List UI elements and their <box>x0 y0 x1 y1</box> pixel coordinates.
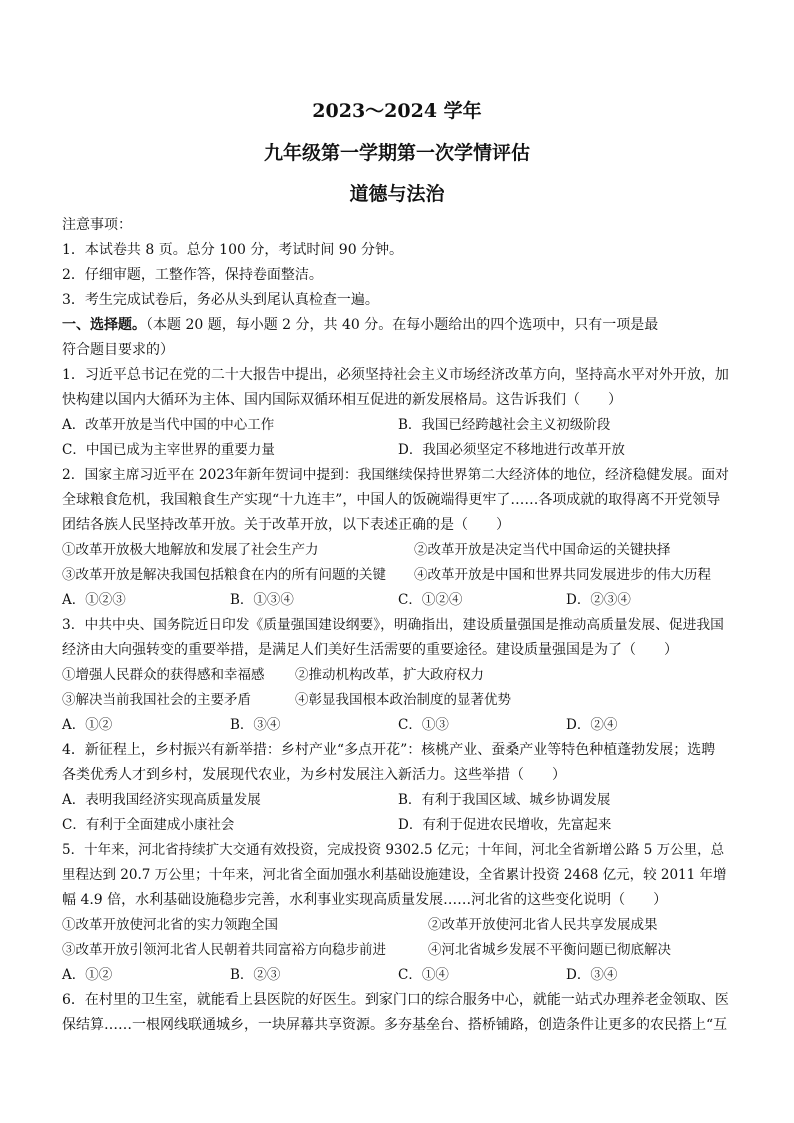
statement: ③解决当前我国社会的主要矛盾 <box>62 692 251 708</box>
option-d: D．②③④ <box>566 592 631 608</box>
option-b: B．①③④ <box>230 592 294 608</box>
statement: ④改革开放是中国和世界共同发展进步的伟大历程 <box>414 567 711 583</box>
section-title: 一、选择题。 <box>62 317 146 333</box>
option-d: D．我国必须坚定不移地进行改革开放 <box>398 442 625 458</box>
option-b: B．我国已经跨越社会主义初级阶段 <box>398 417 611 433</box>
option-a: A．①②③ <box>62 592 126 608</box>
question-text: 2．国家主席习近平在 2023年新年贺词中提到：我国继续保持世界第二大经济体的地位，经济稳健发展。面对 <box>62 467 729 483</box>
option-c: C．中国已成为主宰世界的重要力量 <box>62 442 275 458</box>
section-heading <box>62 316 734 334</box>
option-a: A．表明我国经济实现高质量发展 <box>62 792 261 808</box>
question-text: 各类优秀人才到乡村，发展现代农业，为乡村发展注入新活力。这些举措（ ） <box>62 767 566 783</box>
question-text: 4．新征程上，乡村振兴有新举措：乡村产业“多点开花”：核桃产业、蚕桑产业等特色种植蓬勃发展；选聘 <box>62 742 716 758</box>
option-c: C．①③ <box>398 717 449 733</box>
question-text: 保结算……一根网线联通城乡，一块屏幕共享资源。多夯基垒台、搭桥铺路，创造条件让更多的农民搭上“互 <box>62 1017 728 1033</box>
statement: ①改革开放极大地解放和发展了社会生产力 <box>62 542 319 558</box>
option-d: D．②④ <box>566 717 618 733</box>
subject-title: 道德与法治 <box>349 183 445 205</box>
question-text: 幅 4.9 倍，水利基础设施稳步完善，水利事业实现高质量发展……河北省的这些变化说明（ ） <box>62 892 668 908</box>
option-b: B．有利于我国区域、城乡协调发展 <box>398 792 611 808</box>
statement: ②推动机构改革，扩大政府权力 <box>295 667 484 683</box>
school-year-title: 2023～2024 学年 <box>312 100 482 122</box>
note-item: 2．仔细审题，工整作答，保持卷面整洁。 <box>62 267 323 283</box>
option-b: B．②③ <box>230 967 281 983</box>
option-d: D．③④ <box>566 967 618 983</box>
statement: ③改革开放引领河北省人民朝着共同富裕方向稳步前进 <box>62 942 386 958</box>
statement: ①改革开放使河北省的实力领跑全国 <box>62 917 278 933</box>
question-text: 里程达到 20.7 万公里；十年来，河北省全面加强水利基础设施建设，全省累计投资 2468 亿元，较 2011 年增 <box>62 867 727 883</box>
option-a: A．①② <box>62 967 113 983</box>
option-b: B．③④ <box>230 717 281 733</box>
option-c: C．①②④ <box>398 592 463 608</box>
question-text: 团结各族人民坚持改革开放。关于改革开放，以下表述正确的是（ ） <box>62 517 510 533</box>
notes-heading: 注意事项： <box>62 217 132 233</box>
exam-title: 九年级第一学期第一次学情评估 <box>263 142 530 164</box>
statement: ②改革开放使河北省人民共享发展成果 <box>428 917 658 933</box>
note-item: 1．本试卷共 8 页。总分 100 分，考试时间 90 分钟。 <box>62 242 404 258</box>
question-text: 6．在村里的卫生室，就能看上县医院的好医生。到家门口的综合服务中心，就能一站式办理养老金领取、医 <box>62 992 729 1008</box>
option-c: C．有利于全面建成小康社会 <box>62 817 235 833</box>
question-text: 全球粮食危机，我国粮食生产实现“十九连丰”，中国人的饭碗端得更牢了……各项成就的取得离不开党领导 <box>62 492 721 508</box>
question-text: 5．十年来，河北省持续扩大交通有效投资，完成投资 9302.5 亿元；十年间，河北全省新增公路 5 万公里，总 <box>62 842 725 858</box>
question-text: 快构建以国内大循环为主体、国内国际双循环相互促进的新发展格局。这告诉我们（ ） <box>62 392 622 408</box>
option-d: D．有利于促进农民增收，先富起来 <box>398 817 612 833</box>
statement: ②改革开放是决定当代中国命运的关键抉择 <box>414 542 671 558</box>
note-item: 3．考生完成试卷后，务必从头到尾认真检查一遍。 <box>62 292 379 308</box>
statement: ④河北省城乡发展不平衡问题已彻底解决 <box>428 942 671 958</box>
section-description: （本题 20 题，每小题 2 分，共 40 分。在每小题给出的四个选项中，只有一项是最 <box>146 317 659 333</box>
statement: ③改革开放是解决我国包括粮食在内的所有问题的关键 <box>62 567 386 583</box>
section-description-cont: 符合题目要求的） <box>62 342 174 358</box>
option-a: A．①② <box>62 717 113 733</box>
question-text: 3．中共中央、国务院近日印发《质量强国建设纲要》，明确指出，建设质量强国是推动高质量发展、促进我国 <box>62 617 724 633</box>
statement: ①增强人民群众的获得感和幸福感 <box>62 667 265 683</box>
option-c: C．①④ <box>398 967 449 983</box>
statement: ④彰显我国根本政治制度的显著优势 <box>295 692 511 708</box>
question-text: 1．习近平总书记在党的二十大报告中提出，必须坚持社会主义市场经济改革方向，坚持高水平对外开放，加 <box>62 367 729 383</box>
option-a: A．改革开放是当代中国的中心工作 <box>62 417 275 433</box>
question-text: 经济由大向强转变的重要举措，是满足人们美好生活需要的重要途径。建设质量强国是为了（ ） <box>62 642 678 658</box>
